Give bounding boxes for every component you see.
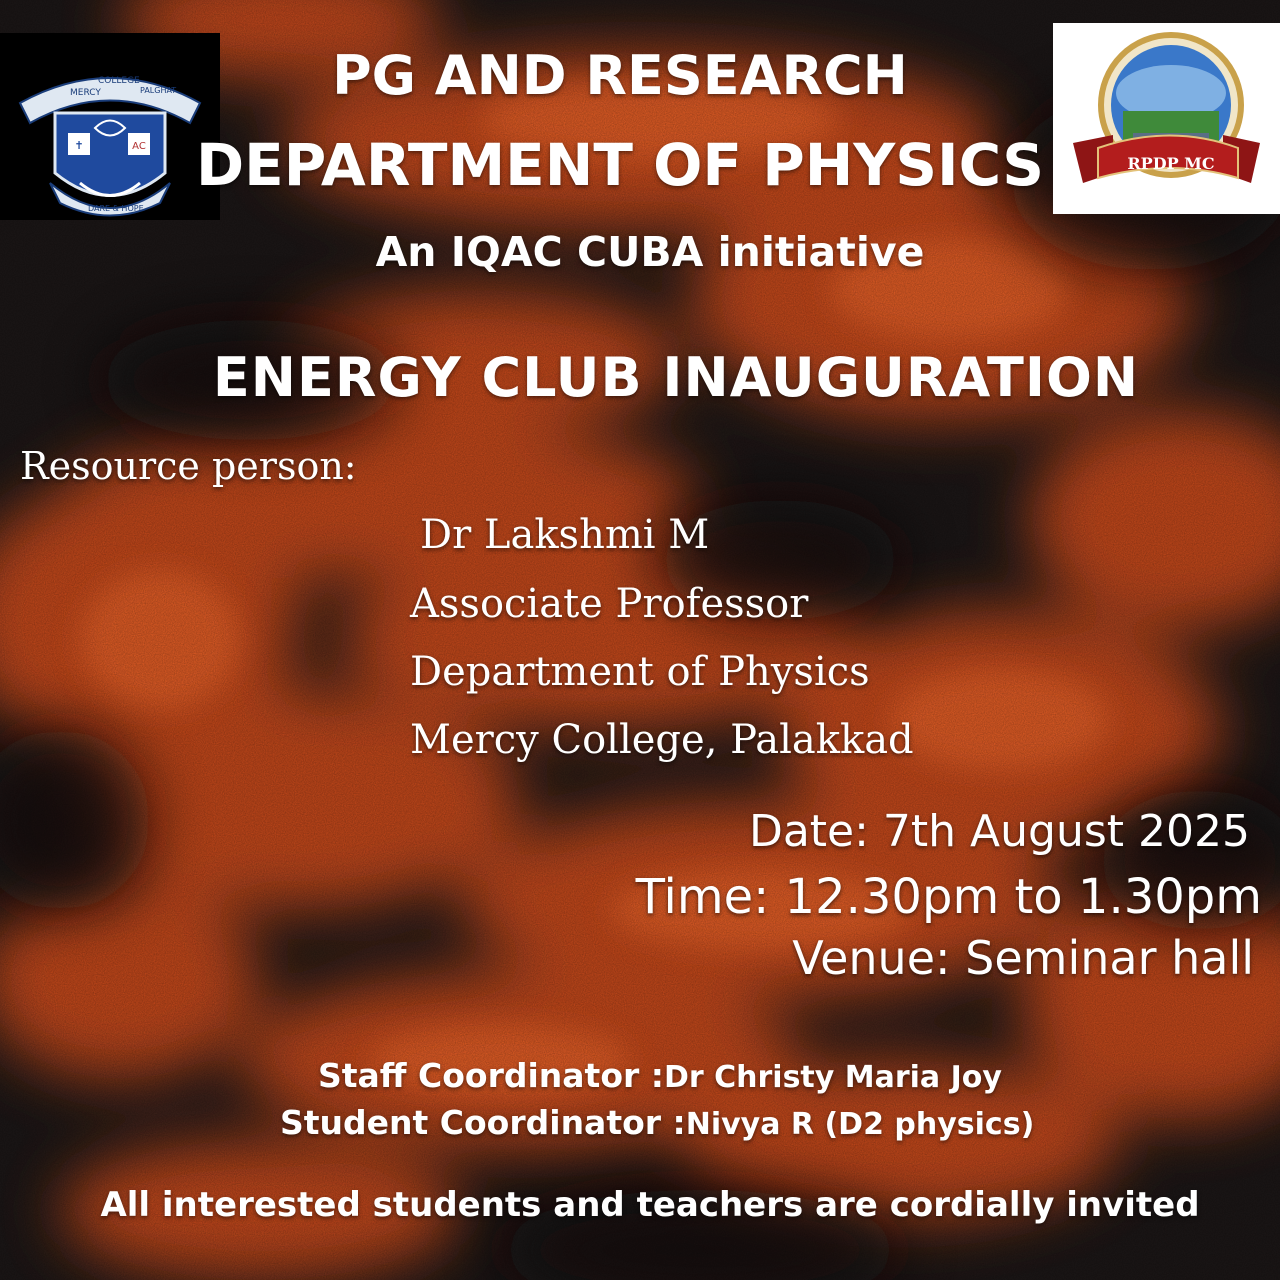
svg-text:✝: ✝ xyxy=(74,139,84,152)
staff-coordinator xyxy=(318,1056,1002,1095)
title-line-2: DEPARTMENT OF PHYSICS xyxy=(195,131,1045,199)
student-coordinator-label: Student Coordinator : xyxy=(280,1103,686,1142)
resource-person-name: Dr Lakshmi M xyxy=(420,512,710,558)
crest-text-college: COLLEGE xyxy=(98,76,140,86)
staff-coordinator-name: Dr Christy Maria Joy xyxy=(663,1060,1002,1095)
resource-person-institution: Mercy College, Palakkad xyxy=(410,717,914,763)
crest-text-mercy: MERCY xyxy=(70,88,101,98)
resource-person-department: Department of Physics xyxy=(410,649,870,695)
crest-text-palghat: PALGHAT xyxy=(140,86,177,95)
student-coordinator-name: Nivya R (D2 physics) xyxy=(685,1107,1035,1142)
resource-person-label: Resource person: xyxy=(20,444,357,488)
title-line-1: PG AND RESEARCH xyxy=(332,44,908,107)
staff-coordinator-label: Staff Coordinator : xyxy=(318,1056,664,1095)
resource-person-designation: Associate Professor xyxy=(410,581,809,627)
event-time: Time: 12.30pm to 1.30pm xyxy=(635,869,1262,925)
rpdp-logo-text: RPDP MC xyxy=(1127,154,1215,173)
invitation-text: All interested students and teachers are cordially invited xyxy=(100,1185,1200,1225)
event-date: Date: 7th August 2025 xyxy=(748,806,1250,857)
student-coordinator xyxy=(280,1103,1034,1142)
crest-text-motto: DARE & HOPE xyxy=(88,204,144,213)
subtitle: An IQAC CUBA initiative xyxy=(375,228,925,276)
event-venue: Venue: Seminar hall xyxy=(792,931,1254,985)
svg-text:AC: AC xyxy=(132,141,146,152)
event-title: ENERGY CLUB INAUGURATION xyxy=(212,346,1140,409)
